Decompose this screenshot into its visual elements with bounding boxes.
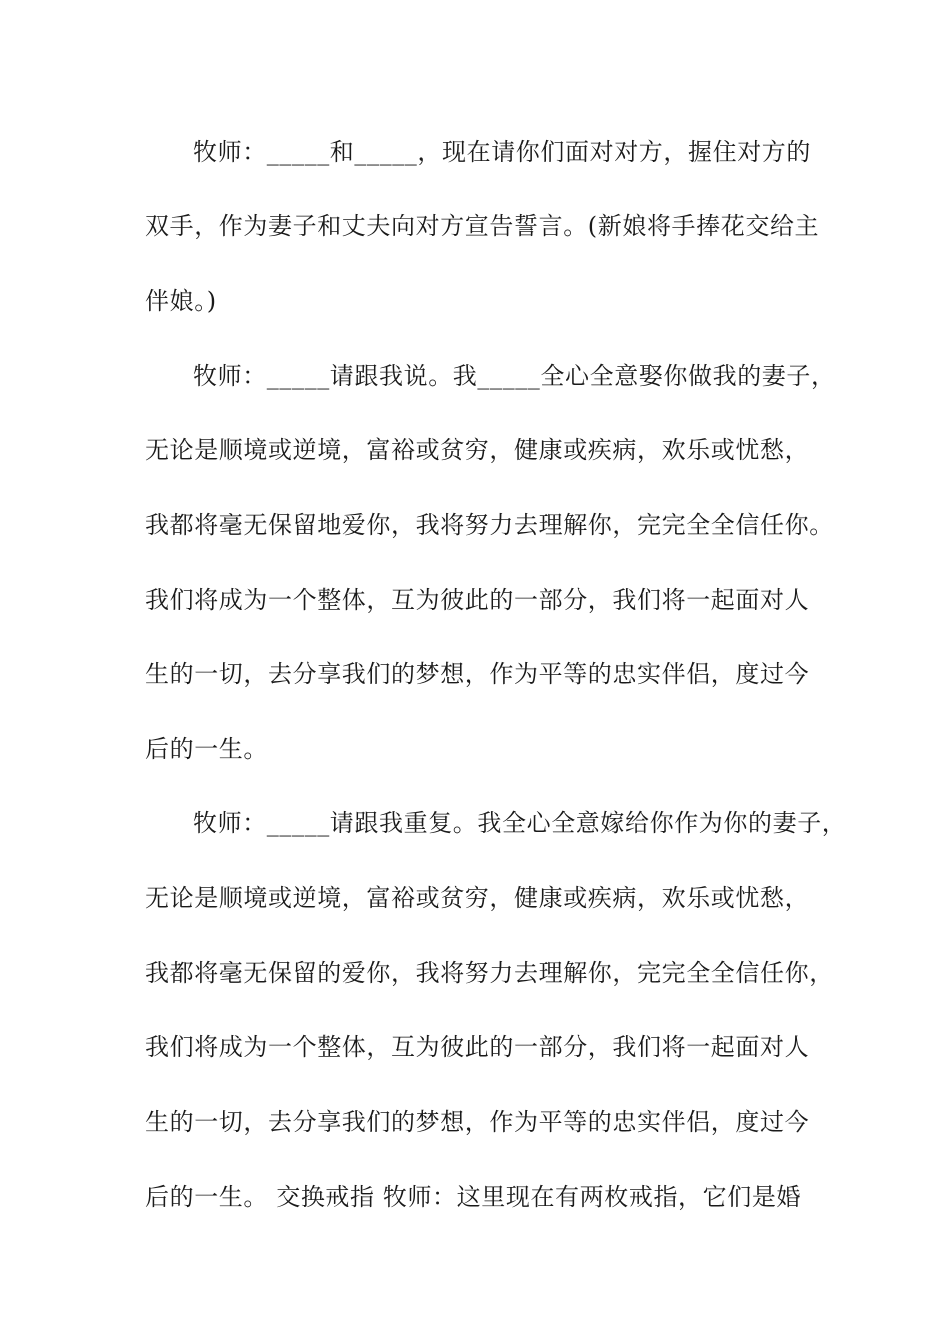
text-line: 无论是顺境或逆境，富裕或贫穷，健康或疾病，欢乐或忧愁，	[145, 884, 810, 912]
text-line: 后的一生。	[145, 735, 268, 763]
text-line: 双手，作为妻子和丈夫向对方宣告誓言。(新娘将手捧花交给主	[145, 212, 820, 240]
text-line: 我都将毫无保留地爱你，我将努力去理解你，完完全全信任你。	[145, 511, 834, 539]
text-line: 生的一切，去分享我们的梦想，作为平等的忠实伴侣，度过今	[145, 660, 810, 688]
text-line: 伴娘。)	[145, 287, 217, 315]
text-line: 无论是顺境或逆境，富裕或贫穷，健康或疾病，欢乐或忧愁，	[145, 436, 810, 464]
text-line: 我们将成为一个整体，互为彼此的一部分，我们将一起面对人	[145, 1033, 810, 1061]
text-line: 生的一切，去分享我们的梦想，作为平等的忠实伴侣，度过今	[145, 1108, 810, 1136]
text-line: 我们将成为一个整体，互为彼此的一部分，我们将一起面对人	[145, 586, 810, 614]
text-line: 我都将毫无保留的爱你，我将努力去理解你，完完全全信任你，	[145, 959, 834, 987]
text-line: 牧师：_____请跟我说。我_____全心全意娶你做我的妻子，	[193, 362, 836, 390]
text-line: 牧师：_____请跟我重复。我全心全意嫁给你作为你的妻子，	[193, 809, 847, 837]
text-line: 牧师：_____和_____，现在请你们面对对方，握住对方的	[193, 138, 811, 166]
text-line: 后的一生。 交换戒指 牧师：这里现在有两枚戒指，它们是婚	[145, 1183, 802, 1211]
